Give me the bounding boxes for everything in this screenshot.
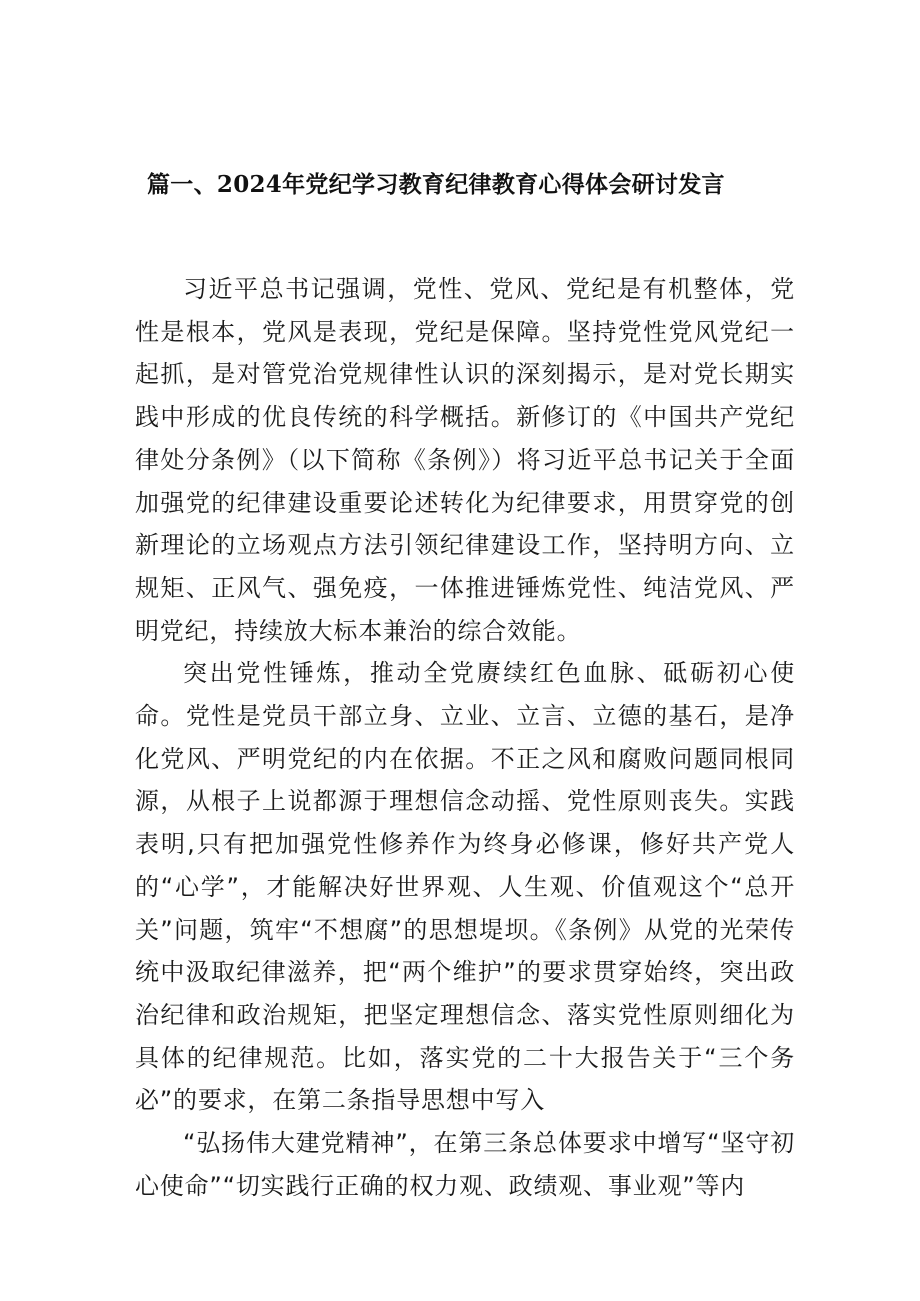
paragraph-3: “弘扬伟大建党精神”，在第三条总体要求中增写“坚守初心使命”“切实践行正确的权力观、政绩观、事业观”等内 bbox=[135, 1129, 795, 1200]
document-body bbox=[135, 268, 795, 1207]
paragraph-1: 习近平总书记强调，党性、党风、党纪是有机整体，党性是根本，党风是表现，党纪是保障。坚持党性党风党纪一起抓，是对管党治党规律性认识的深刻揭示，是对党长期实践中形成的优良传统的科学概括。新修订的《中国共产党纪律处分条例》（以下简称《条例》）将习近平总书记关于全面加强党的纪律建设重要论述转化为纪律要求，用贯穿党的创新理论的立场观点方法引领纪律建设工作，坚持明方向、立规矩、正风气、强免疫，一体推进锤炼党性、纯洁党风、严明党纪，持续放大标本兼治的综合效能。 bbox=[135, 275, 795, 645]
paragraph-2: 突出党性锤炼，推动全党赓续红色血脉、砥砺初心使命。党性是党员干部立身、立业、立言、立德的基石，是净化党风、严明党纪的内在依据。不正之风和腐败问题同根同源，从根子上说都源于理想信念动摇、党性原则丧失。实践表明,只有把加强党性修养作为终身必修课，修好共产党人的“心学”，才能解决好世界观、人生观、价值观这个“总开关”问题，筑牢“不想腐”的思想堤坝。《条例》从党的光荣传统中汲取纪律滋养，把“两个维护”的要求贯穿始终，突出政治纪律和政治规矩，把坚定理想信念、落实党性原则细化为具体的纪律规范。比如，落实党的二十大报告关于“三个务必”的要求，在第二条指导思想中写入 bbox=[135, 659, 795, 1115]
document-title: 篇一、2024年党纪学习教育纪律教育心得体会研讨发言 bbox=[147, 171, 725, 198]
